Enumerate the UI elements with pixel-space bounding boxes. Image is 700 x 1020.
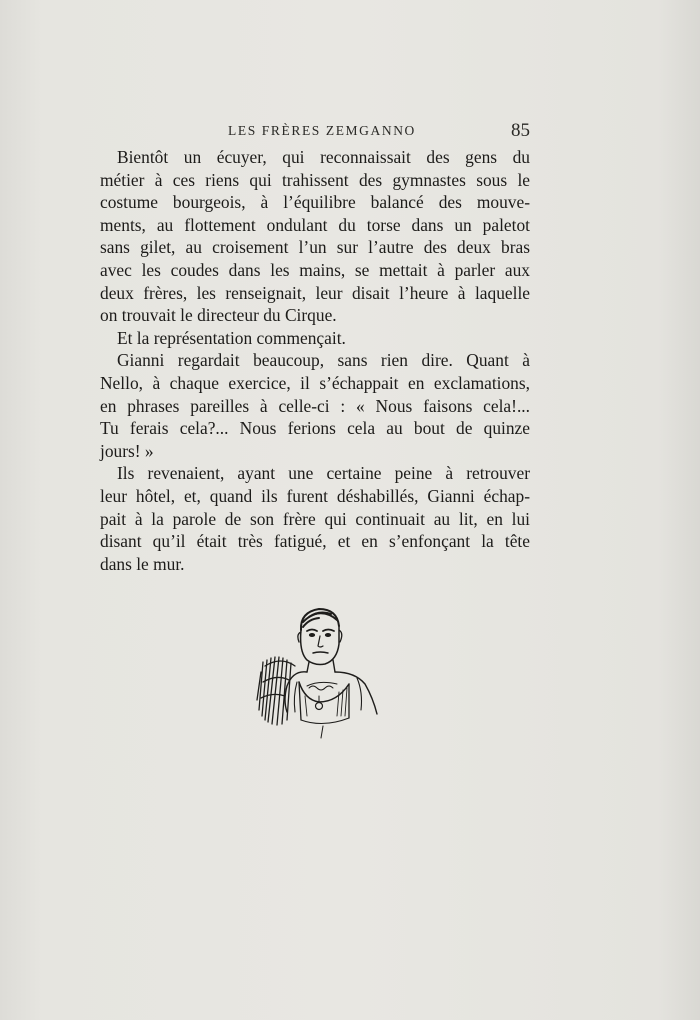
running-title: LES FRÈRES ZEMGANNO [228, 123, 416, 138]
body-text [100, 146, 530, 575]
text-line: pait à la parole de son frère qui continuait au lit, en lui [100, 508, 530, 529]
text-line: jours! » [100, 440, 154, 461]
text-line: Tu ferais cela?... Nous ferions cela au bout de quinze [100, 418, 530, 439]
text-line: sans gilet, au croisement l’un sur l’autre des deux bras [100, 237, 530, 258]
text-line: Et la représentation commençait. [117, 327, 346, 348]
text-line: ments, au flottement ondulant du torse dans un paletot [100, 214, 530, 235]
text-line: costume bourgeois, à l’équilibre balancé des mouve- [100, 192, 530, 213]
text-line: on trouvait le directeur du Cirque. [100, 305, 337, 326]
text-line: Gianni regardait beaucoup, sans rien dire. Quant à [117, 350, 530, 371]
text-line: leur hôtel, et, quand ils furent déshabillés, Gianni échap- [100, 485, 530, 506]
running-head [100, 120, 530, 142]
text-line: dans le mur. [100, 553, 185, 574]
text-line: métier à ces riens qui trahissent des gymnastes sous le [100, 169, 530, 190]
text-line: Bientôt un écuyer, qui reconnaissait des gens du [117, 147, 530, 167]
text-line: disant qu’il était très fatigué, et en s’enfonçant la tête [100, 531, 530, 552]
gymnast-portrait-illustration [253, 600, 387, 745]
text-line: deux frères, les renseignait, leur disait l’heure à laquelle [100, 282, 530, 303]
page-number: 85 [511, 120, 530, 141]
text-line: Ils revenaient, ayant une certaine peine à retrouver [117, 463, 530, 484]
text-line: en phrases pareilles à celle-ci : « Nous faisons cela!... [100, 395, 530, 416]
text-line: Nello, à chaque exercice, il s’échappait en exclamations, [100, 372, 530, 393]
text-line: avec les coudes dans les mains, se mettait à parler aux [100, 259, 530, 280]
